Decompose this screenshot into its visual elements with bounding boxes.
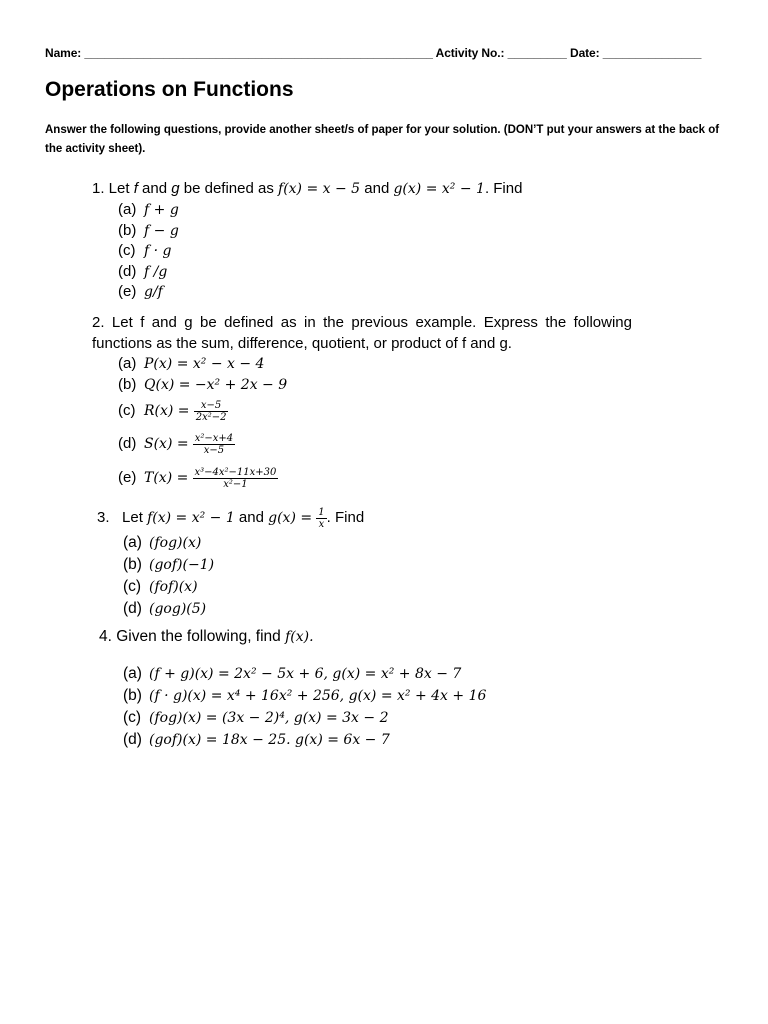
list-item: (c) R(x) = $\frac{x-5}{\text{2x²−2}}$ [118, 399, 227, 423]
list-item: (d) (gog)(5) [123, 600, 207, 617]
question-3-stem [97, 505, 364, 531]
question-2-stem: 2. Let f and g be defined as in the previous example. Express the following functions as the sum, difference, quotient, or product of f and g. [92, 314, 632, 352]
q4-stem: 4. Given the following, find [99, 628, 286, 645]
q1-fx: f(x) = x − 5 [278, 181, 361, 197]
list-item: (e) T(x) = $\frac{\text{x³−4x²−11x+30}}{\text{x²−1}}$ [118, 466, 277, 490]
fraction: $\frac{\text{x³−4x²−11x+30}}{\text{x²−1}}$ [194, 466, 277, 490]
q3-gx-lhs: g(x) = [268, 510, 313, 526]
q3-number: 3. [97, 509, 110, 526]
list-item: (a) f + g [118, 201, 179, 218]
date-label: Date: [570, 46, 600, 60]
fraction: $\frac{\text{x²−x+4}}{x-5}$ [194, 432, 234, 456]
header-line [45, 46, 701, 60]
q1-f: f [133, 180, 138, 197]
question-2-items [118, 355, 287, 496]
name-blank: _____________________________________________________ [84, 46, 433, 60]
list-item: (d) (gof)(x) = 18x − 25. g(x) = 6x − 7 [123, 731, 390, 748]
question-4-stem [99, 628, 314, 646]
question-3-items [123, 534, 214, 622]
instructions: Answer the following questions, provide another sheet/s of paper for your solution. (DON’T put your answers at the back of the activity sheet). [45, 124, 720, 155]
question-4-items [123, 665, 486, 753]
q1-and2: and [360, 180, 394, 197]
q1-gx: g(x) = x² − 1 [393, 181, 485, 197]
date-blank: _______________ [602, 46, 702, 60]
list-item: (c) (fof)(x) [123, 578, 198, 595]
list-item: (d) f /g [118, 262, 168, 280]
list-item: (e) g/f [118, 283, 163, 300]
q1-find: . Find [484, 180, 523, 197]
activity-label: Activity No.: [435, 46, 505, 60]
name-label: Name: [45, 46, 82, 60]
q1-and: and [137, 180, 172, 197]
question-1-items [118, 201, 179, 304]
list-item: (a) (f + g)(x) = 2x² − 5x + 6, g(x) = x² + 8x − 7 [123, 665, 462, 682]
list-item: (a) P(x) = x² − x − 4 [118, 355, 265, 372]
fraction: $\frac{1}{x}$ [318, 506, 325, 530]
q3-find: . Find [326, 509, 365, 526]
q4-target: f(x). [285, 629, 314, 645]
list-item: (b) Q(x) = −x² + 2x − 9 [118, 375, 288, 393]
q3-let: Let [122, 509, 143, 526]
list-item: (b) (gof)(−1) [123, 556, 215, 573]
activity-blank: _________ [507, 46, 567, 60]
q3-fx: f(x) = x² − 1 [147, 510, 235, 526]
q1-stem-b: be defined as [179, 180, 279, 197]
page-title: Operations on Functions [45, 78, 294, 101]
list-item: (d) S(x) = $\frac{\text{x²−x+4}}{x-5}$ [118, 432, 234, 456]
q3-and: and [234, 509, 269, 526]
list-item: (c) f · g [118, 242, 172, 259]
question-1-stem [92, 180, 522, 197]
list-item: (b) (f · g)(x) = x⁴ + 16x² + 256, g(x) = x² + 4x + 16 [123, 687, 487, 704]
fraction: $\frac{x-5}{\text{2x²−2}}$ [195, 399, 227, 423]
q1-g: g [171, 180, 180, 197]
list-item: (b) f − g [118, 221, 179, 239]
q1-stem-a: 1. Let [92, 180, 134, 197]
list-item: (c) (fog)(x) = (3x − 2)⁴, g(x) = 3x − 2 [123, 709, 389, 726]
list-item: (a) (fog)(x) [123, 534, 202, 551]
